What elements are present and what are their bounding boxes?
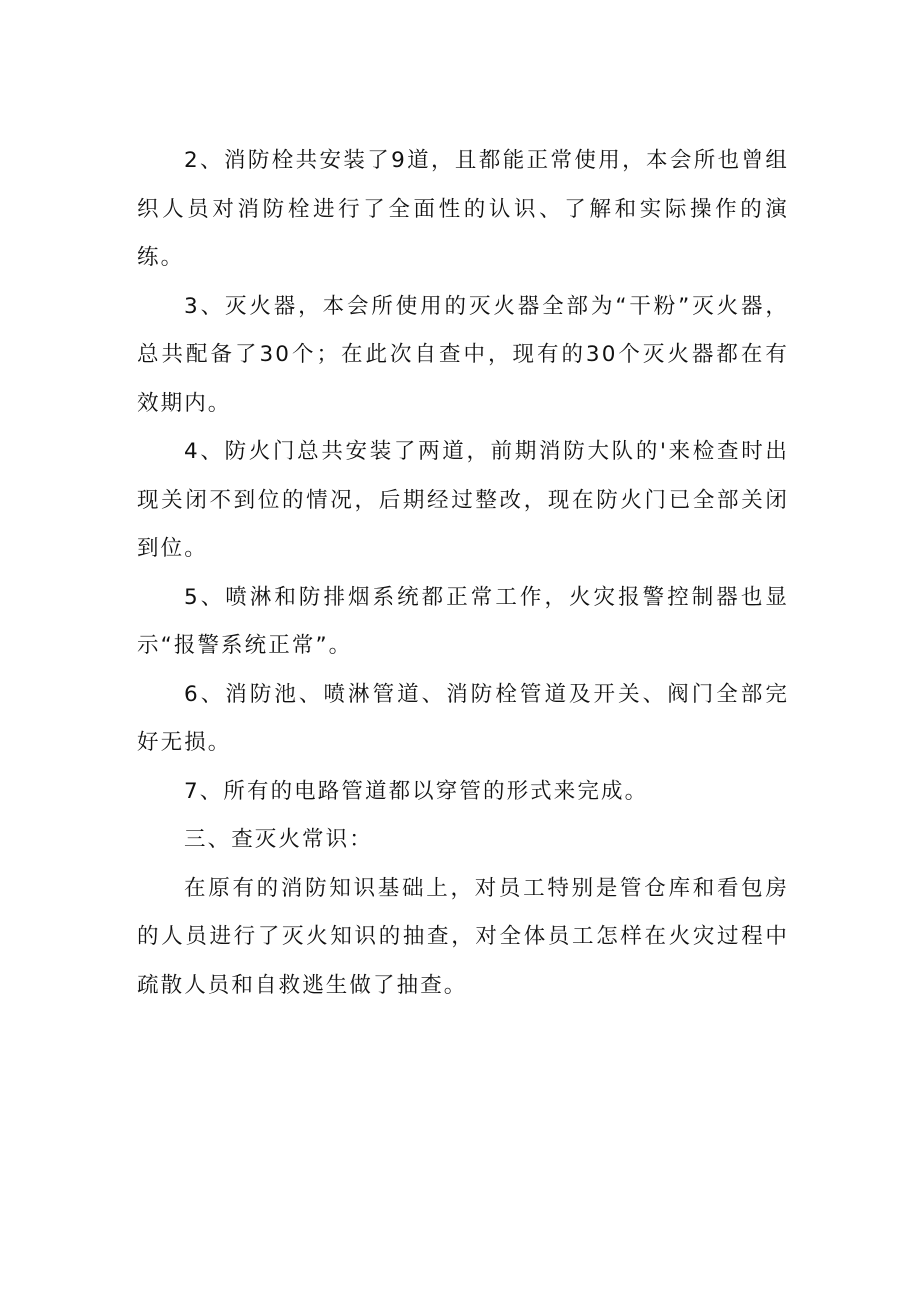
document-body	[137, 137, 789, 1010]
paragraph-extinguishers: 3、灭火器，本会所使用的灭火器全部为“干粉”灭火器，总共配备了30个；在此次自查中，现有的30个灭火器都在有效期内。	[137, 293, 789, 416]
paragraph-pipes-valves: 6、消防池、喷淋管道、消防栓管道及开关、阀门全部完好无损。	[137, 681, 789, 755]
paragraph-electrical-conduits: 7、所有的电路管道都以穿管的形式来完成。	[184, 778, 649, 804]
paragraph-fire-hydrants: 2、消防栓共安装了9道，且都能正常使用，本会所也曾组织人员对消防栓进行了全面性的认识、了解和实际操作的演练。	[137, 148, 789, 270]
paragraph-fire-doors: 4、防火门总共安装了两道，前期消防大队的'来检查时出现关闭不到位的情况，后期经过整改，现在防火门已全部关闭到位。	[137, 439, 789, 561]
paragraph-staff-check: 在原有的消防知识基础上，对员工特别是管仓库和看包房的人员进行了灭火知识的抽查，对全体员工怎样在火灾过程中疏散人员和自救逃生做了抽查。	[137, 875, 789, 998]
paragraph-sprinkler-alarm: 5、喷淋和防排烟系统都正常工作，火灾报警控制器也显示“报警系统正常”。	[137, 584, 789, 658]
section-heading-fire-knowledge: 三、查灭火常识：	[184, 827, 373, 852]
